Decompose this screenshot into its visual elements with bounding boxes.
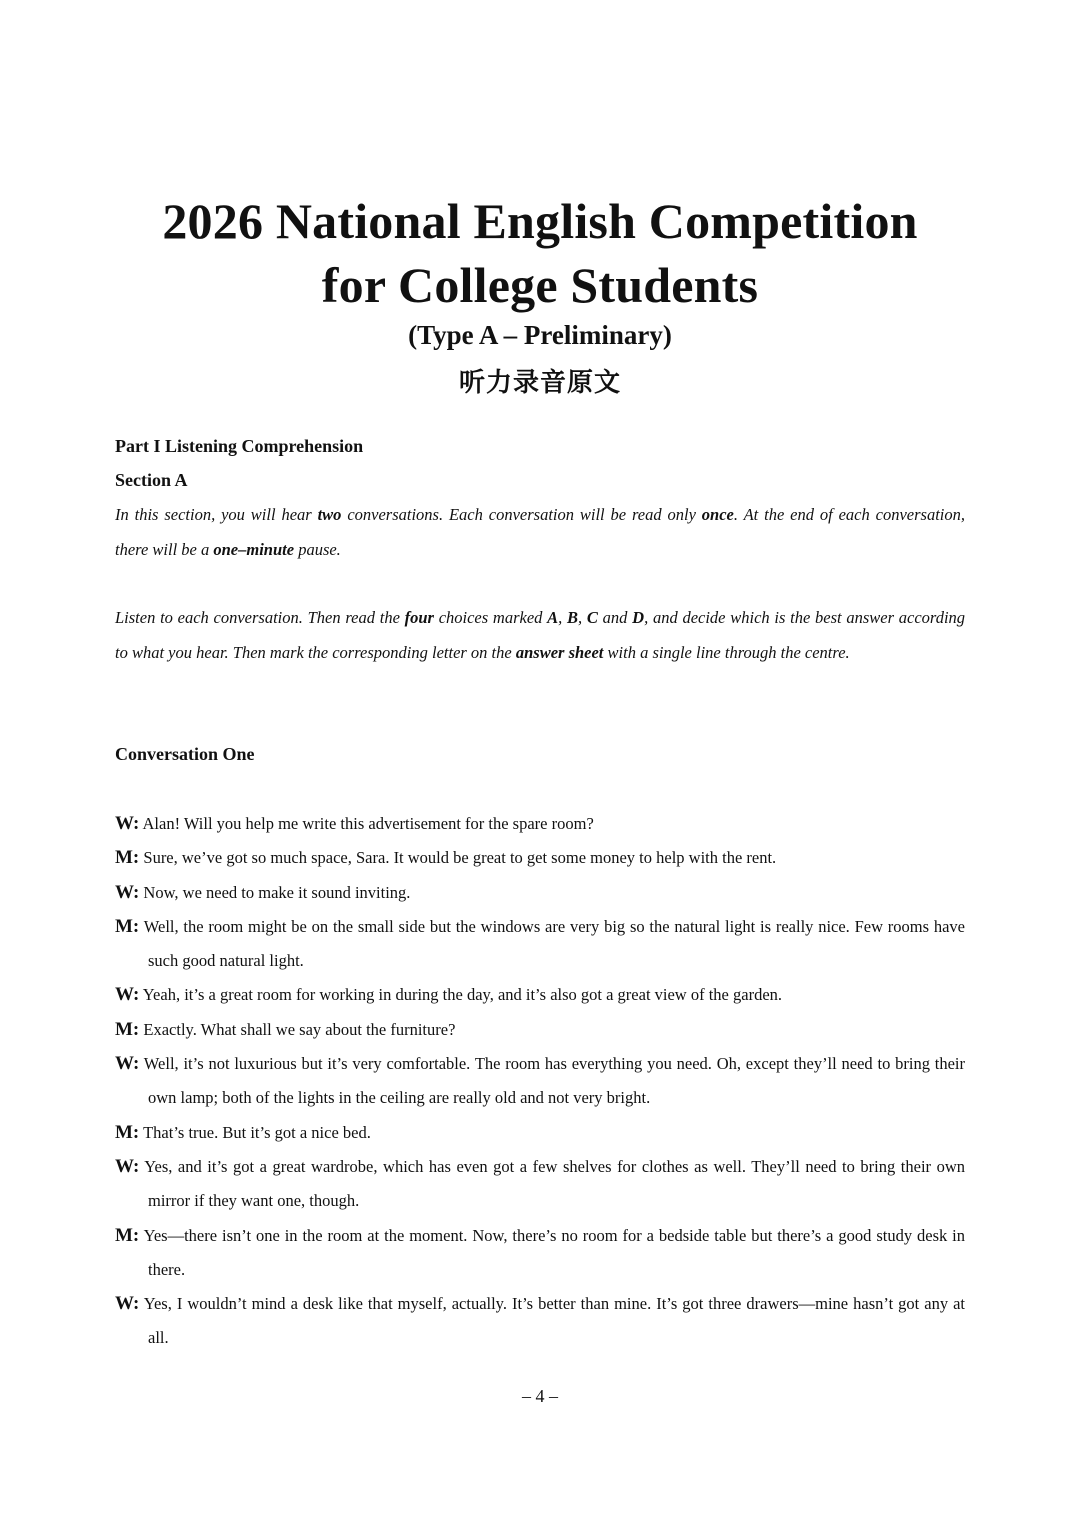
instr-text: , <box>578 608 587 627</box>
section-heading: Section A <box>115 470 188 490</box>
dialogue-turn <box>115 1219 965 1288</box>
speaker-label: W: <box>115 1293 140 1315</box>
instr-text: , and decide which is the best answer according to what you hear. Then mark the corresponding letter on the <box>115 608 966 662</box>
utterance: Yeah, it’s a great room for working in during the day, and it’s also got a great view of the garden. <box>142 985 783 1005</box>
speaker-label: W: <box>115 1155 140 1177</box>
dialogue-turn <box>115 807 965 841</box>
dialogue-turn <box>115 978 965 1012</box>
utterance: Yes—there isn’t one in the room at the moment. Now, there’s no room for a bedside table but there’s a good study desk in there. <box>143 1225 966 1279</box>
instr-emphasis: four <box>404 608 434 627</box>
utterance: Now, we need to make it sound inviting. <box>143 882 411 902</box>
instr-emphasis: once <box>701 505 734 524</box>
dialogue-turn <box>115 910 965 979</box>
part-heading: Part I Listening Comprehension <box>115 436 364 456</box>
dialogue-turn <box>115 1150 965 1219</box>
dialogue-turn <box>115 841 965 875</box>
instructions-paragraph-2 <box>115 601 965 670</box>
instructions-paragraph-1 <box>115 498 965 567</box>
dialogue-turn <box>115 1116 965 1150</box>
dialogue-turn <box>115 1013 965 1047</box>
page-number: – 4 – <box>522 1386 558 1406</box>
title-line-1: 2026 National English Competition <box>162 193 918 249</box>
instr-emphasis: one–minute <box>213 539 295 559</box>
speaker-label: M: <box>115 1121 140 1143</box>
instr-emphasis: answer sheet <box>515 642 604 662</box>
title-line-2: for College Students <box>321 257 759 313</box>
utterance: Yes, and it’s got a great wardrobe, which has even got a few shelves for clothes as well. They’ll need to bring their own mirror if they want one, though. <box>144 1156 966 1211</box>
instr-emphasis: two <box>317 505 342 524</box>
dialogue-turn <box>115 876 965 910</box>
utterance: Well, it’s not luxurious but it’s very comfortable. The room has everything you need. Oh, except they’ll need to bring their own lamp; both of the lights in the ceiling are really old and not very bright. <box>143 1054 965 1108</box>
speaker-label: M: <box>115 1224 140 1246</box>
utterance: Alan! Will you help me write this advertisement for the spare room? <box>142 814 594 833</box>
instr-text: choices marked <box>433 608 548 627</box>
instr-text: pause. <box>294 539 341 559</box>
dialogue-turn <box>115 1047 965 1116</box>
instr-text: and <box>597 608 633 627</box>
conversation-heading: Conversation One <box>115 744 255 764</box>
speaker-label: M: <box>115 1018 140 1040</box>
dialogue <box>115 807 965 1356</box>
speaker-label: W: <box>115 984 140 1006</box>
utterance: Well, the room might be on the small side but the windows are very big so the natural light is really nice. Few rooms have such good natural light. <box>143 916 965 971</box>
instr-text: conversations. Each conversation will be read only <box>341 505 702 524</box>
instr-text: . At the end of each conversation, there will be a <box>115 505 965 559</box>
instr-text: with a single line through the centre. <box>603 642 850 662</box>
subtitle: (Type A – Preliminary) <box>408 320 672 350</box>
instr-emphasis: A <box>547 608 559 627</box>
instr-emphasis: D <box>632 608 645 627</box>
utterance: Exactly. What shall we say about the furniture? <box>143 1019 456 1039</box>
dialogue-turn <box>115 1287 965 1356</box>
instr-text: Listen to each conversation. Then read the <box>115 608 405 627</box>
utterance: Yes, I wouldn’t mind a desk like that myself, actually. It’s better than mine. It’s got three drawers—mine hasn’t got any at all. <box>143 1294 965 1348</box>
utterance: That’s true. But it’s got a nice bed. <box>143 1122 371 1142</box>
speaker-label: M: <box>115 847 140 869</box>
speaker-label: W: <box>115 1053 140 1075</box>
instr-emphasis: B <box>567 608 579 627</box>
speaker-label: W: <box>115 881 140 903</box>
instr-text: , <box>558 608 568 627</box>
chinese-title: 听力录音原文 <box>458 368 621 398</box>
instr-text: In this section, you will hear <box>115 505 318 524</box>
instr-emphasis: C <box>586 608 598 627</box>
utterance: Sure, we’ve got so much space, Sara. It would be great to get some money to help with the rent. <box>143 848 777 868</box>
speaker-label: W: <box>115 813 140 834</box>
speaker-label: M: <box>115 915 140 937</box>
